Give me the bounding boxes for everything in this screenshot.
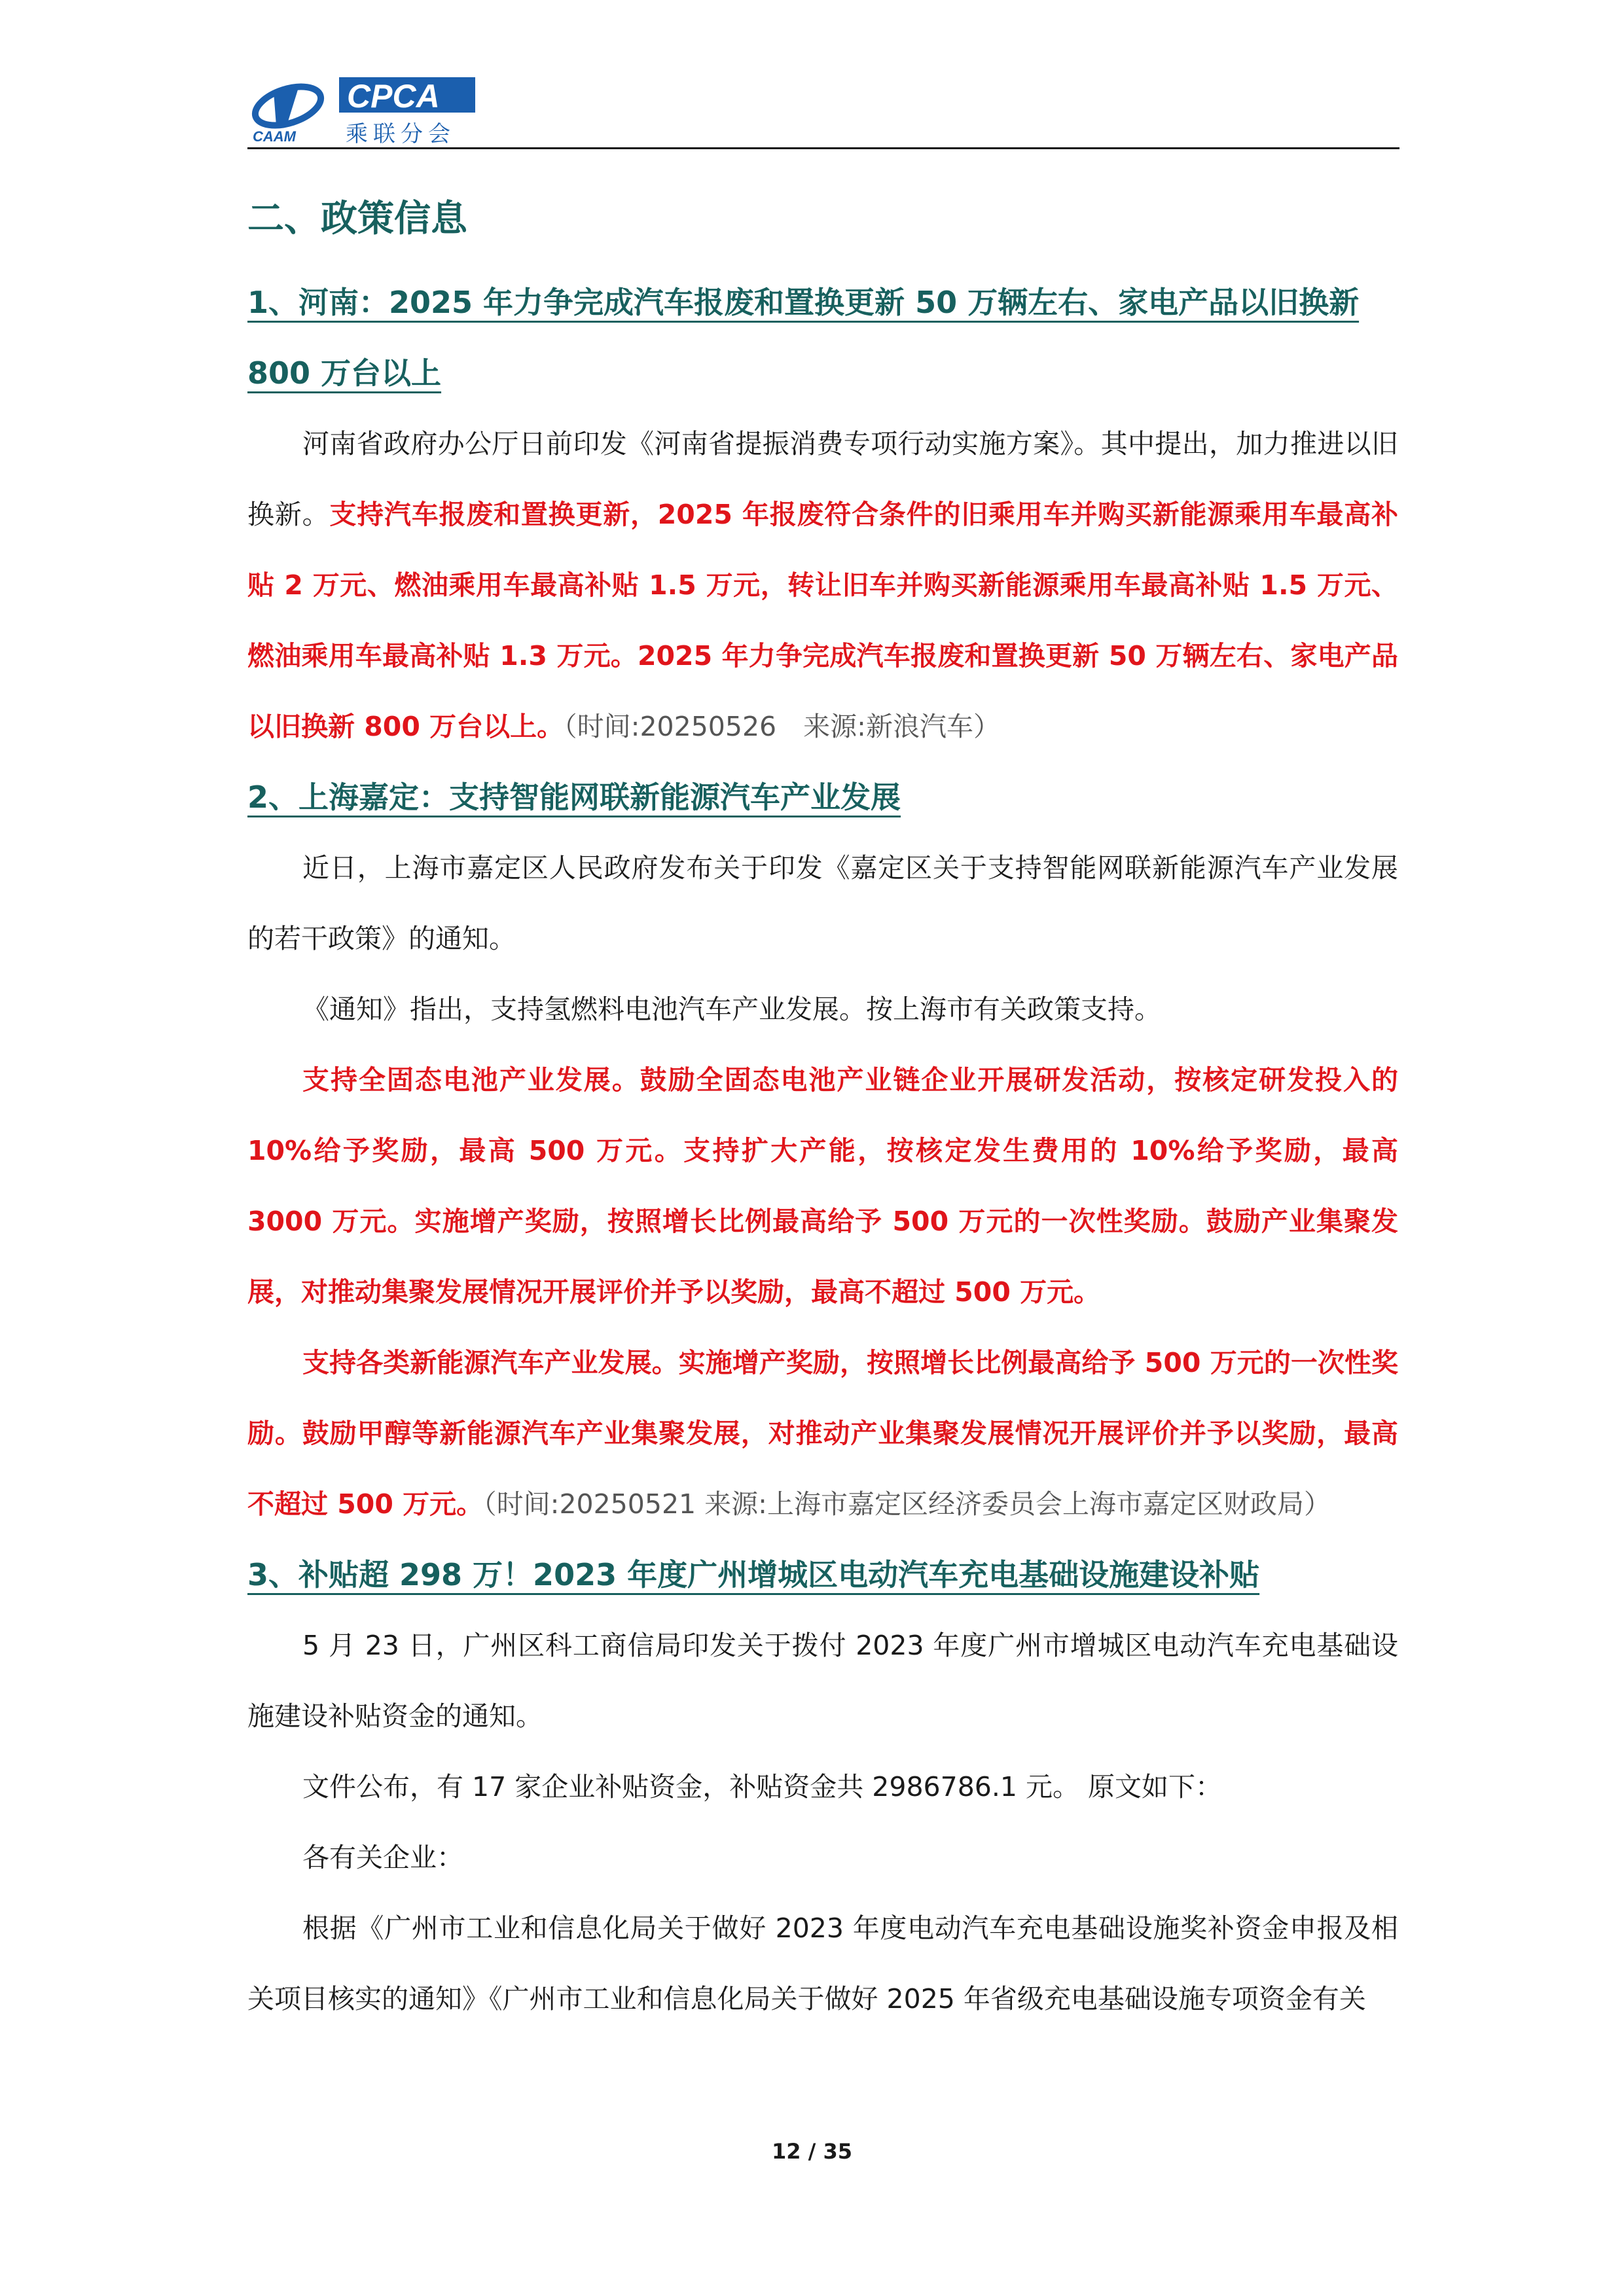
item3-title: 3、补贴超 298 万！2023 年度广州增城区电动汽车充电基础设施建设补贴 xyxy=(247,1557,1260,1592)
item1-paragraph xyxy=(247,408,1398,762)
logo-sub: 乘联分会 xyxy=(346,121,456,145)
item2-p3: 支持全固态电池产业发展。鼓励全固态电池产业链企业开展研发活动，按核定研发投入的 10%给予奖励，最高 500 万元。支持扩大产能，按核定发生费用的 10%给予奖励，最高 3000 万元。实施增产奖励，按照增长比例最高给予 500 万元的一次性奖励。鼓励产业集聚发展，对推动集聚发展情况开展评价并予以奖励，最高不超过 500 万元。 xyxy=(247,1064,1398,1308)
page-content xyxy=(247,190,1398,2034)
item1-p1-normal: 河南省政府办公厅日前印发《河南省提振消费专项行动实施方案》。其中提出，加力推进以旧换新。 xyxy=(247,428,1398,530)
logo-small: CAAM xyxy=(253,128,296,145)
page-header xyxy=(247,65,1399,148)
item1-p1-red: 支持汽车报废和置换更新，2025 年报废符合条件的旧乘用车并购买新能源乘用车最高补贴 2 万元、燃油乘用车最高补贴 1.5 万元，转让旧车并购买新能源乘用车最高补贴 1.5 万元、燃油乘用车最高补贴 1.3 万元。2025 年力争完成汽车报废和置换更新 50 万辆左右、家电产品以旧换新 800 万台以上。 xyxy=(247,499,1398,742)
item3-p2: 文件公布，有 17 家企业补贴资金，补贴资金共 2986786.1 元。 原文如下： xyxy=(302,1771,1223,1803)
header-rule xyxy=(247,147,1399,149)
item2-p4-note: （时间:20250521 来源:上海市嘉定区经济委员会上海市嘉定区财政局） xyxy=(483,1488,1331,1520)
item2-p1: 近日，上海市嘉定区人民政府发布关于印发《嘉定区关于支持智能网联新能源汽车产业发展的若干政策》的通知。 xyxy=(247,852,1398,954)
cpca-logo-icon xyxy=(247,65,483,145)
item3-p1: 5 月 23 日，广州区科工商信局印发关于拨付 2023 年度广州市增城区电动汽车充电基础设施建设补贴资金的通知。 xyxy=(247,1630,1398,1732)
item2-p4-red: 支持各类新能源汽车产业发展。实施增产奖励，按照增长比例最高给予 500 万元的一次性奖励。鼓励甲醇等新能源汽车产业集聚发展，对推动产业集聚发展情况开展评价并予以奖励，最高不超过 500 万元。 xyxy=(247,1347,1398,1520)
logo-text: CPCA xyxy=(347,78,440,115)
page-number: 12 / 35 xyxy=(771,2139,853,2164)
section-title: 二、政策信息 xyxy=(247,198,467,240)
item3-p4: 根据《广州市工业和信息化局关于做好 2023 年度电动汽车充电基础设施奖补资金申报及相关项目核实的通知》《广州市工业和信息化局关于做好 2025 年省级充电基础设施专项资金有关 xyxy=(247,1912,1398,2015)
item2-p4 xyxy=(247,1327,1398,1539)
item1-p1-note: （时间:20250526 来源:新浪汽车） xyxy=(564,711,1000,742)
item2-title: 2、上海嘉定：支持智能网联新能源汽车产业发展 xyxy=(247,780,901,815)
item2-p2: 《通知》指出，支持氢燃料电池汽车产业发展。按上海市有关政策支持。 xyxy=(302,994,1161,1025)
item1-title: 1、河南：2025 年力争完成汽车报废和置换更新 50 万辆左右、家电产品以旧换新 800 万台以上 xyxy=(247,285,1360,391)
item3-p3: 各有关企业： xyxy=(302,1842,463,1873)
